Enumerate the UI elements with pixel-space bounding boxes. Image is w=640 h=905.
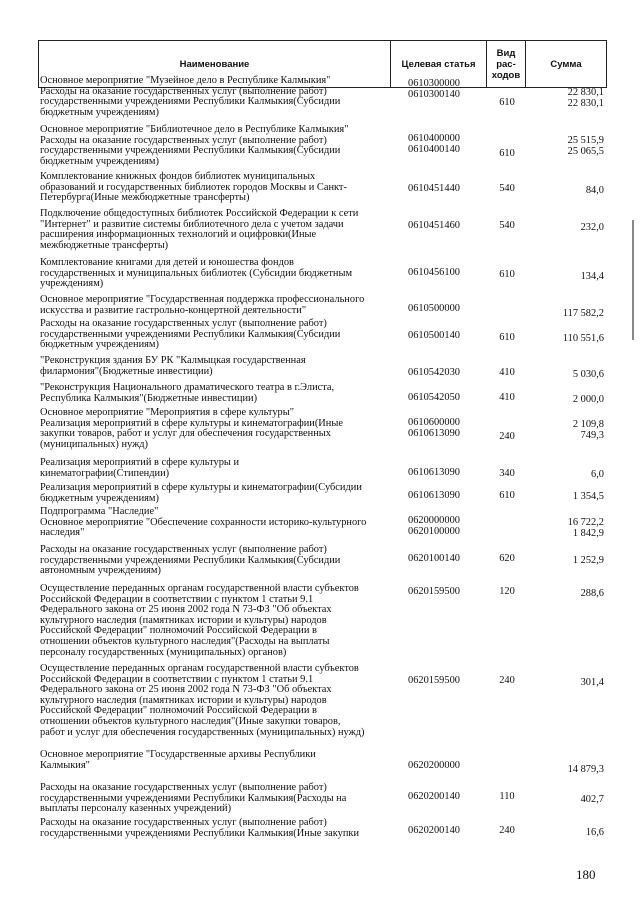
row-name-line: государственными учреждениями Республики Калмыкия(Субсидии — [40, 554, 341, 566]
row-name-line: наследия" — [40, 527, 85, 539]
row-expense-kind: 540 — [499, 183, 515, 194]
row-sum — [520, 828, 604, 839]
row-target-article — [408, 587, 488, 598]
row-name-line: выплаты персоналу казенных учреждений) — [40, 803, 232, 815]
row-name-line: государственными учреждениями Республики Калмыкия(Субсидии — [40, 96, 341, 108]
row-name-line: Основное мероприятие "Библиотечное дело в Республике Калмыкия" — [40, 124, 349, 135]
target-article-code: 0620200000 — [408, 760, 460, 771]
row-name — [40, 125, 390, 167]
target-article-code: 0610400140 — [408, 143, 460, 155]
sum-value: 117 582,2 — [562, 308, 604, 319]
row-name-line: филармония"(Бюджетные инвестиции) — [40, 365, 213, 377]
sum-value: 6,0 — [591, 469, 604, 480]
header-target-article-cell: Целевая статья — [390, 40, 487, 88]
row-sum — [520, 470, 604, 481]
row-name — [40, 545, 390, 577]
row-name-line: Расходы на оказание государственных услуг (выполнение работ) — [40, 544, 327, 555]
row-sum — [520, 492, 604, 503]
row-sum — [520, 395, 604, 406]
row-name-line: Реализация мероприятий в сфере культуры и кинематографии(Субсидии — [40, 482, 362, 493]
row-name-line: государственными учреждениями Республики Калмыкия(Иные закупки — [40, 827, 359, 839]
row-name-line: Комплектование книгами для детей и юношества фондов — [40, 257, 294, 268]
target-article-code: 0610300000 — [408, 78, 460, 89]
header-sum-cell: Сумма — [525, 40, 607, 88]
row-name-line: Основное мероприятие "Обеспечение сохранности историко-культурного — [40, 516, 367, 528]
row-target-article — [408, 393, 488, 404]
row-name-line: отношении объектов культурного наследия"(Расходы на выплаты — [40, 635, 330, 647]
target-article-code: 0610451460 — [408, 220, 460, 231]
header-name-cell: Наименование — [38, 40, 391, 88]
sum-value: 25 515,9 — [567, 135, 604, 146]
row-name — [40, 664, 390, 738]
target-article-code: 0610500140 — [408, 330, 460, 341]
target-article-code: 0620100000 — [408, 525, 460, 537]
row-name-line: Реализация мероприятий в сфере культуры и — [40, 457, 240, 468]
row-name — [40, 383, 390, 404]
row-target-article — [408, 516, 488, 537]
row-sum — [520, 272, 604, 283]
sum-value: 16 722,2 — [567, 517, 604, 528]
target-article-code: 0610542030 — [408, 367, 460, 378]
target-article-code: 0610456100 — [408, 267, 460, 278]
row-expense-kind: 410 — [499, 367, 515, 378]
row-name-line: искусства и развитие гастрольно-концертной деятельности" — [40, 304, 307, 316]
target-article-code: 0610400000 — [408, 133, 460, 144]
row-sum — [520, 556, 604, 567]
sum-value: 16,6 — [585, 827, 604, 838]
row-name-line: культурного наследия (памятниках истории и культуры) народов — [40, 694, 327, 706]
sum-value: 301,4 — [580, 677, 604, 688]
sum-value: 22 830,1 — [567, 87, 604, 98]
sum-value: 2 000,0 — [572, 394, 604, 405]
row-sum — [520, 136, 604, 157]
header-expense-kind-cell: Вид рас-ходов — [486, 40, 526, 88]
row-sum — [520, 518, 604, 539]
row-name-line: Российской Федерации в соответствии с пунктом 1 статьи 9.1 — [40, 673, 314, 685]
row-name — [40, 458, 390, 479]
row-name-line: бюджетным учреждениям) — [40, 155, 159, 167]
row-name-line: Основное мероприятие "Мероприятия в сфере культуры" — [40, 407, 294, 418]
target-article-code: 0620000000 — [408, 515, 460, 526]
row-target-article — [408, 468, 488, 479]
row-expense-kind: 610 — [499, 269, 515, 280]
row-name-line: бюджетным учреждениям) — [40, 492, 159, 504]
target-article-code: 0610500000 — [408, 303, 460, 314]
sum-value: 402,7 — [580, 794, 604, 805]
row-name-line: государственными учреждениями Республики Калмыкия(Расходы на — [40, 792, 347, 804]
sum-value: 14 879,3 — [567, 764, 604, 775]
row-name-line: персоналу государственных (муниципальных) органов) — [40, 646, 287, 658]
sum-value: 2 109,8 — [572, 419, 604, 430]
row-name-line: работ и услуг для обеспечения государственных (муниципальных) нужд) — [40, 726, 365, 738]
row-name-line: "Реконструкция Национального драматического театра в г.Элиста, — [40, 382, 335, 393]
target-article-code: 0620100140 — [408, 553, 460, 564]
row-expense-kind: 410 — [499, 392, 515, 403]
sum-value: 288,6 — [580, 588, 604, 599]
row-target-article — [408, 826, 488, 837]
target-article-code: 0610451440 — [408, 183, 460, 194]
row-name — [40, 209, 390, 251]
row-name — [40, 483, 390, 504]
row-name-line: Российской Федерации в соответствии с пунктом 1 статьи 9.1 — [40, 593, 314, 605]
row-expense-kind: 610 — [499, 97, 515, 108]
sum-value: 232,0 — [580, 222, 604, 233]
row-target-article — [408, 554, 488, 565]
target-article-code: 0620200140 — [408, 825, 460, 836]
row-name-line: образований и государственных библиотек городов Москвы и Санкт- — [40, 181, 347, 193]
row-name-line: "Реконструкция здания БУ РК "Калмыцкая государственная — [40, 355, 306, 366]
sum-value: 5 030,6 — [572, 369, 604, 380]
row-expense-kind: 540 — [499, 220, 515, 231]
row-name — [40, 750, 390, 771]
row-name-line: Федерального закона от 25 июня 2002 года N 73-ФЗ "Об объектах — [40, 684, 332, 696]
row-name-line: Подпрограмма "Наследие" — [40, 506, 159, 517]
row-name — [40, 507, 390, 539]
row-target-article — [408, 418, 488, 439]
row-name-line: (муниципальных) нужд) — [40, 438, 149, 450]
row-name-line: учреждениям) — [40, 278, 104, 290]
row-target-article — [408, 221, 488, 232]
row-name-line: Основное мероприятие "Государственные архивы Республики — [40, 749, 316, 760]
row-name-line: Расходы на оказание государственных услуг (выполнение работ) — [40, 817, 327, 828]
row-name — [40, 783, 390, 815]
row-name-line: культурного наследия (памятниках истории и культуры) народов — [40, 614, 327, 626]
row-target-article — [408, 268, 488, 279]
row-name-line: бюджетным учреждениям) — [40, 106, 159, 118]
row-expense-kind: 610 — [499, 148, 515, 159]
row-sum — [520, 186, 604, 197]
row-sum — [520, 88, 604, 109]
sum-value: 84,0 — [585, 185, 604, 196]
row-name — [40, 172, 390, 204]
row-sum — [520, 420, 604, 441]
row-name-line: Российской Федерации" полномочий Российской Федерации в — [40, 625, 317, 637]
sum-value: 749,3 — [580, 429, 604, 441]
row-sum — [520, 309, 604, 320]
row-name-line: Подключение общедоступных библиотек Российской Федерации к сети — [40, 208, 359, 219]
row-name-line: Расходы на оказание государственных услуг (выполнение работ) — [40, 782, 327, 793]
row-name-line: государственными учреждениями Республики Калмыкия(Субсидии — [40, 145, 341, 157]
row-name-line: Реализация мероприятий в сфере культуры и кинематографии(Иные — [40, 417, 343, 429]
row-expense-kind: 620 — [499, 553, 515, 564]
target-article-code: 0610300140 — [408, 88, 460, 100]
row-target-article — [408, 676, 488, 687]
target-article-code: 0620159500 — [408, 586, 460, 597]
row-name-line: отношении объектов культурного наследия"(Иные закупки товаров, — [40, 715, 341, 727]
row-name-line: закупки товаров, работ и услуг для обеспечения государственных — [40, 428, 331, 440]
sum-value: 110 551,6 — [562, 333, 604, 344]
row-sum — [520, 589, 604, 600]
row-sum — [520, 223, 604, 234]
page-number: 180 — [576, 867, 596, 882]
row-name — [40, 408, 390, 450]
row-expense-kind: 110 — [499, 791, 515, 802]
row-expense-kind: 240 — [499, 431, 515, 442]
row-name-line: государственными учреждениями Республики Калмыкия(Субсидии — [40, 328, 341, 340]
row-name-line: "Интернет" и развитие системы библиотечного дела с учетом задачи — [40, 218, 344, 230]
row-expense-kind: 610 — [499, 490, 515, 501]
row-name-line: бюджетным учреждениям) — [40, 339, 159, 351]
row-expense-kind: 610 — [499, 332, 515, 343]
row-expense-kind: 120 — [499, 586, 515, 597]
target-article-code: 0610600000 — [408, 417, 460, 428]
row-name-line: расширения информационных технологий и оцифровки(Иные — [40, 229, 317, 241]
row-target-article — [408, 331, 488, 342]
target-article-code: 0610613090 — [408, 490, 460, 501]
target-article-code: 0610613090 — [408, 427, 460, 439]
row-sum — [520, 795, 604, 806]
sum-value: 1 354,5 — [572, 491, 604, 502]
row-name-line: Комплектование книжных фондов библиотек муниципальных — [40, 171, 316, 182]
row-name-line: Осуществление переданных органам государственной власти субъектов — [40, 663, 359, 674]
target-article-code: 0610542050 — [408, 392, 460, 403]
row-name — [40, 76, 390, 118]
row-sum — [520, 370, 604, 381]
row-name — [40, 584, 390, 658]
row-name-line: Федерального закона от 25 июня 2002 года N 73-ФЗ "Об объектах — [40, 604, 332, 616]
row-name-line: Расходы на оказание государственных услуг (выполнение работ) — [40, 85, 327, 97]
row-expense-kind: 240 — [499, 825, 515, 836]
row-name-line: кинематографии(Стипендии) — [40, 467, 170, 479]
sum-value: 1 252,9 — [572, 555, 604, 566]
row-target-article — [408, 761, 488, 772]
sum-value: 22 830,1 — [567, 97, 604, 109]
row-target-article — [408, 79, 488, 100]
row-name-line: Расходы на оказание государственных услуг (выполнение работ) — [40, 318, 327, 329]
row-name-line: Российской Федерации" полномочий Российской Федерации в — [40, 705, 317, 717]
row-target-article — [408, 491, 488, 502]
row-sum — [520, 765, 604, 776]
row-name-line: автономным учреждениям) — [40, 565, 161, 577]
row-expense-kind: 340 — [499, 468, 515, 479]
row-name-line: Осуществление переданных органам государственной власти субъектов — [40, 583, 359, 594]
row-target-article — [408, 792, 488, 803]
row-name — [40, 295, 390, 316]
target-article-code: 0610613090 — [408, 467, 460, 478]
row-name-line: Петербурга(Иные межбюджетные трансферты) — [40, 192, 250, 204]
row-target-article — [408, 368, 488, 379]
row-target-article — [408, 184, 488, 195]
target-article-code: 0620159500 — [408, 675, 460, 686]
row-name-line: межбюджетные трансферты) — [40, 239, 169, 251]
row-target-article — [408, 134, 488, 155]
row-name — [40, 356, 390, 377]
sum-value: 134,4 — [580, 271, 604, 282]
row-name-line: государственных и муниципальных библиотек (Субсидии бюджетным — [40, 267, 353, 279]
row-name-line: Основное мероприятие "Государственная поддержка профессионального — [40, 294, 365, 305]
row-name-line: Расходы на оказание государственных услуг (выполнение работ) — [40, 134, 327, 146]
row-name-line: Калмыкия" — [40, 759, 90, 771]
scan-edge-mark — [632, 220, 634, 340]
row-name — [40, 319, 390, 351]
row-name-line: Республика Калмыкия"(Бюджетные инвестиции) — [40, 392, 258, 404]
target-article-code: 0620200140 — [408, 791, 460, 802]
row-sum — [520, 678, 604, 689]
row-expense-kind: 240 — [499, 675, 515, 686]
sum-value: 25 065,5 — [567, 145, 604, 157]
row-name — [40, 818, 390, 839]
row-target-article — [408, 304, 488, 315]
row-name-line: Основное мероприятие "Музейное дело в Республике Калмыкия" — [40, 75, 331, 86]
row-name — [40, 258, 390, 290]
sum-value: 1 842,9 — [572, 527, 604, 539]
row-sum — [520, 334, 604, 345]
